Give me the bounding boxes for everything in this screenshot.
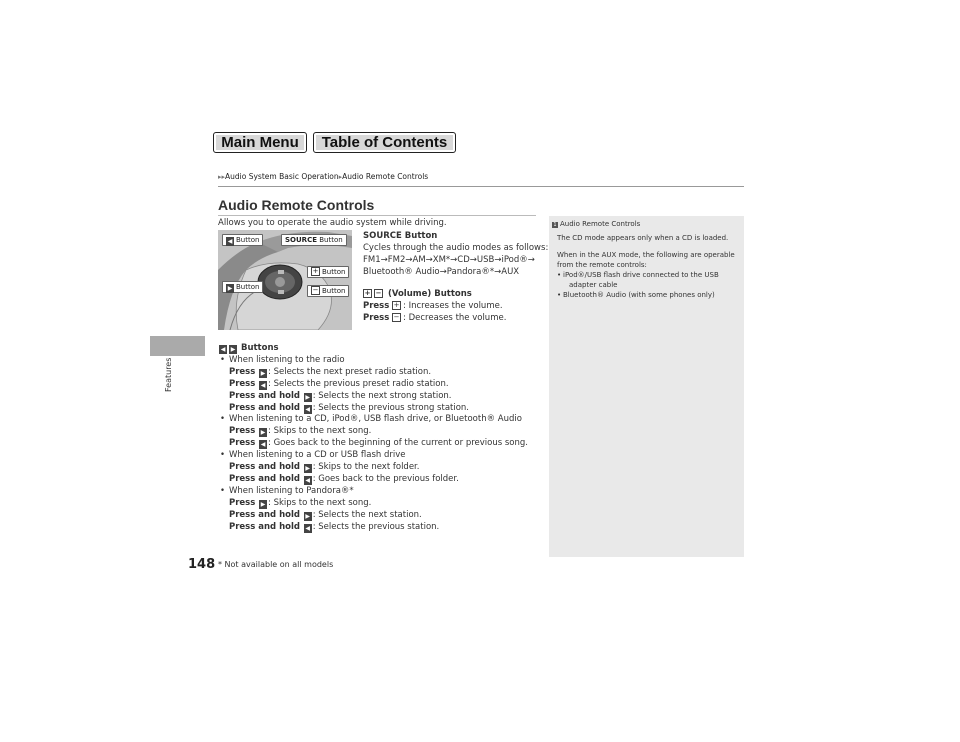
right-arrow-icon: ▶: [260, 500, 266, 508]
left-arrow-icon: ◀: [305, 524, 310, 532]
list-item: Press and hold ▶ : Selects the next strong station.: [229, 390, 452, 401]
left-arrow-icon: ◀: [305, 476, 310, 484]
right-arrow-icon: ▶: [305, 393, 310, 401]
minus-icon: −: [393, 313, 400, 321]
title-underline: [218, 215, 536, 216]
callout-source-button: SOURCE Button: [281, 234, 347, 246]
list-item: Press ▶ : Selects the next preset radio station.: [229, 366, 432, 377]
list-item: • When listening to a CD or USB flash drive: [218, 450, 528, 462]
main-menu-button[interactable]: Main Menu: [213, 132, 307, 153]
table-of-contents-button[interactable]: Table of Contents: [313, 132, 456, 153]
info-icon: 1: [553, 222, 557, 228]
left-arrow-icon: ◀: [227, 238, 233, 245]
breadcrumb-parent[interactable]: Audio System Basic Operation: [225, 172, 339, 181]
breadcrumb-current: Audio Remote Controls: [342, 172, 429, 181]
sidebar-paragraph: When in the AUX mode, the following are operable from the remote controls:: [557, 251, 735, 269]
plus-icon: +: [364, 289, 371, 297]
page-title: Audio Remote Controls: [218, 197, 375, 213]
left-arrow-icon: ◀: [305, 405, 310, 413]
volume-plus-row: Press + : Increases the volume.: [363, 301, 503, 311]
source-heading: SOURCE Button: [363, 231, 438, 241]
footnote: * Not available on all models: [218, 560, 334, 569]
list-item: Press ▶ : Skips to the next song.: [229, 497, 372, 508]
source-sequence-2: Bluetooth® Audio→Pandora®*→AUX: [363, 267, 520, 277]
list-item: Press and hold ▶ : Selects the next station.: [229, 509, 422, 520]
side-tab-label: Features: [164, 357, 173, 392]
source-desc: Cycles through the audio modes as follows:: [363, 243, 549, 253]
list-item: Press and hold ◀ : Selects the previous strong station.: [229, 402, 470, 413]
arrow-buttons-section: [218, 343, 528, 534]
list-item: Press ▶ : Skips to the next song.: [229, 426, 372, 437]
right-arrow-icon: ▶: [260, 429, 266, 437]
page-number: 148: [188, 557, 216, 572]
list-item: Press and hold ▶ : Skips to the next folder.: [229, 462, 420, 473]
plus-icon: +: [312, 267, 319, 275]
breadcrumb: [218, 172, 428, 181]
callout-plus-button: + Button: [307, 266, 349, 278]
sidebar-list-item: • Bluetooth® Audio (with some phones only): [557, 290, 739, 300]
left-arrow-icon: ◀: [260, 381, 266, 389]
intro-text: Allows you to operate the audio system while driving.: [218, 218, 447, 228]
side-tab-marker: [150, 336, 205, 356]
list-item: Press ◀ : Goes back to the beginning of the current or previous song.: [229, 438, 528, 449]
volume-buttons-section: [363, 288, 506, 324]
right-arrow-icon: ▶: [305, 465, 310, 473]
list-item: • When listening to a CD, iPod®, USB flash drive, or Bluetooth® Audio: [218, 414, 528, 426]
callout-minus-button: − Button: [307, 285, 349, 297]
breadcrumb-arrow-icon: ▸▸: [218, 173, 226, 181]
breadcrumb-separator-icon: ▸: [338, 173, 343, 181]
left-arrow-icon: ◀: [220, 346, 226, 353]
volume-minus-row: Press − : Decreases the volume.: [363, 313, 507, 323]
volume-heading: + − (Volume) Buttons: [364, 289, 472, 299]
minus-icon: −: [312, 286, 319, 294]
right-arrow-icon: ▶: [230, 346, 236, 353]
sidebar-title: 1 Audio Remote Controls: [553, 220, 641, 228]
right-arrow-icon: ▶: [227, 285, 233, 292]
sidebar-list-item: • iPod®/USB flash drive connected to the USB adapter cable: [557, 270, 739, 290]
right-arrow-icon: ▶: [305, 512, 310, 520]
sidebar-paragraph: The CD mode appears only when a CD is loaded.: [557, 234, 729, 242]
plus-icon: +: [393, 301, 400, 309]
list-item: Press and hold ◀ : Goes back to the previous folder.: [229, 473, 459, 484]
minus-icon: −: [375, 289, 382, 297]
callout-right-button: ▶ Button: [222, 281, 263, 293]
header-divider: [218, 186, 744, 187]
left-arrow-icon: ◀: [260, 441, 266, 449]
list-item: • When listening to the radio: [218, 355, 528, 367]
list-item: • When listening to Pandora®*: [218, 486, 528, 498]
source-button-section: [363, 230, 548, 278]
callout-left-button: ◀ Button: [222, 234, 263, 246]
arrow-buttons-heading: ◀ ▶ Buttons: [220, 343, 279, 353]
source-sequence-1: FM1→FM2→AM→XM*→CD→USB→iPod®→: [363, 255, 535, 265]
right-arrow-icon: ▶: [260, 369, 266, 377]
list-item: Press and hold ◀ : Selects the previous station.: [229, 521, 440, 532]
list-item: Press ◀ : Selects the previous preset radio station.: [229, 378, 449, 389]
sidebar-text: [557, 233, 739, 300]
